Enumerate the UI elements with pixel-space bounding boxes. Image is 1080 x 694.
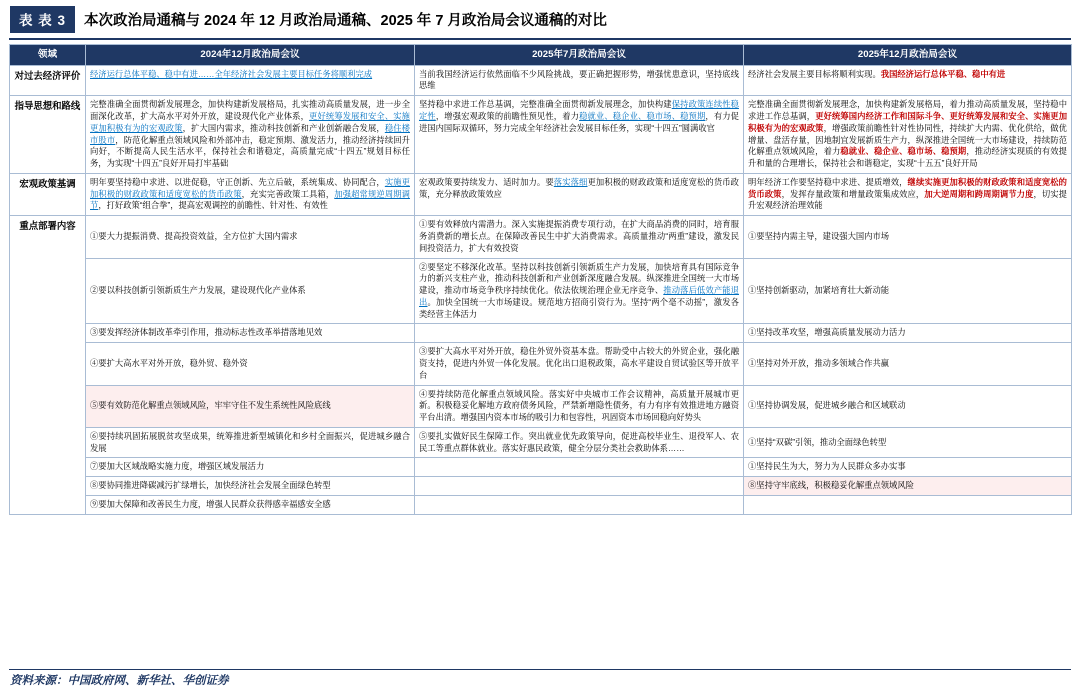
highlight-text: 更好统筹国内经济工作和国际斗争、更好统筹发展和安全、实施更加积极有为的宏观政策 xyxy=(748,110,1067,133)
table-row xyxy=(10,496,1072,515)
cell-2024-12-item-3: ③要发挥经济体制改革牵引作用，推动标志性改革举措落地见效 xyxy=(86,324,415,343)
plain-text: 明年经济工作要坚持稳中求进、提质增效， xyxy=(748,176,908,187)
plain-text: 宏观政策要持续发力、适时加力。要 xyxy=(419,176,554,187)
plain-text: 经济社会发展主要目标将顺利实现。 xyxy=(748,68,881,79)
cell-2025-07-item-3 xyxy=(415,324,744,343)
cell-2024-12-item-8: ⑧要协同推进降碳减污扩绿增长，加快经济社会发展全面绿色转型 xyxy=(86,477,415,496)
table-row xyxy=(10,385,1072,427)
row-label-key-deployments: 重点部署内容 xyxy=(10,216,86,515)
highlight-text: 更好统筹发展和安全、实施更加积极有为的宏观政策 xyxy=(90,110,410,133)
footer-divider xyxy=(9,669,1071,670)
title-row xyxy=(0,0,1080,37)
cell-2025-07-item-9 xyxy=(415,496,744,515)
highlight-text: 经济运行总体平稳、稳中有进……全年经济社会发展主要目标任务将顺利完成 xyxy=(90,68,373,79)
cell-2025-12-macro-policy xyxy=(744,173,1072,215)
plain-text: ，发挥存量政策和增量政策集成效应， xyxy=(781,188,925,199)
cell-2024-12-item-5: ⑤要有效防范化解重点领域风险，牢牢守住不发生系统性风险底线 xyxy=(86,385,415,427)
column-header-2025-07: 2025年7月政治局会议 xyxy=(415,45,744,66)
cell-2025-12-item-3: ①坚持改革攻坚，增强高质量发展动力活力 xyxy=(744,324,1072,343)
plain-text: 明年要坚持稳中求进、以进促稳，守正创新、先立后破，系统集成、协同配合， xyxy=(90,176,385,187)
row-label-macro-policy: 宏观政策基调 xyxy=(10,173,86,215)
cell-2025-07-item-6: ⑤要扎实做好民生保障工作。突出就业优先政策导向，促进高校毕业生、退役军人、农民工等重点群体就业。落实好惠民政策，健全分层分类社会救助体系…… xyxy=(415,427,744,458)
highlight-text: 加强超常规逆周期调节 xyxy=(90,188,410,211)
cell-2024-12-item-1: ①要大力提振消费、提高投资效益，全方位扩大国内需求 xyxy=(86,216,415,258)
column-header-2024-12: 2024年12月政治局会议 xyxy=(86,45,415,66)
cell-2025-12-item-7: ①坚持民生为大，努力为人民群众多办实事 xyxy=(744,458,1072,477)
cell-2025-12-item-4: ①坚持对外开放，推动多领域合作共赢 xyxy=(744,343,1072,385)
column-header-domain: 领域 xyxy=(10,45,86,66)
plain-text: ，切实提升宏观经济治理效能 xyxy=(748,188,1067,211)
plain-text: ，增强政策前瞻性针对性协同性，持续扩大内需、优化供给，做优增量、盘活存量，因地制宜发展新质生产力，纵深推进全国统一大市场建设，持续防范化解重点领域风险，着力 xyxy=(748,122,1067,157)
table-row xyxy=(10,458,1072,477)
row-label-economy-review: 对过去经济评价 xyxy=(10,65,86,96)
plain-text: ，扩大国内需求，推动科技创新和产业创新融合发展， xyxy=(182,122,385,133)
highlight-text: 我国经济运行总体平稳、稳中有进 xyxy=(880,68,1006,79)
table-row xyxy=(10,427,1072,458)
source-note: 资料来源：中国政府网、新华社、华创证券 xyxy=(10,675,229,687)
cell-2025-07-item-5: ④要持续防范化解重点领域风险。落实好中央城市工作会议精神，高质量开展城市更新。积极稳妥化解地方政府债务风险，严禁新增隐性债务，有力有序有效推进地方融资平台出清。增强国内资本市场的吸引力和包容性，巩固资本市场回稳向好势头 xyxy=(415,385,744,427)
highlight-text: 稳就业、稳企业、稳市场、稳预期 xyxy=(840,146,967,157)
row-label-guiding-thought: 指导思想和路线 xyxy=(10,96,86,174)
highlight-text: 推动落后低效产能退出 xyxy=(419,285,739,307)
cell-2025-12-item-9 xyxy=(744,496,1072,515)
column-header-2025-12: 2025年12月政治局会议 xyxy=(744,45,1072,66)
highlight-text: 落实落细 xyxy=(553,176,588,187)
cell-2025-12-item-1: ①要坚持内需主导，建设强大国内市场 xyxy=(744,216,1072,258)
title-divider xyxy=(9,38,1071,40)
plain-text: 更加积极的财政政策和适度宽松的货币政策，充分释放政策效应 xyxy=(419,176,739,199)
table-row xyxy=(10,96,1072,174)
cell-2025-07-economy-review: 当前我国经济运行依然面临不少风险挑战，要正确把握形势，增强忧患意识，坚持底线思维 xyxy=(415,65,744,96)
cell-2025-07-item-1: ①要有效释放内需潜力。深入实施提振消费专项行动，在扩大商品消费的同时，培育服务消费新的增长点。在保障改善民生中扩大消费需求。高质量推动“两重”建设，激发民间投资活力，扩大有效投资 xyxy=(415,216,744,258)
table-number-badge: 表 表 3 xyxy=(10,6,75,33)
cell-2024-12-macro-policy xyxy=(86,173,415,215)
plain-text: 完整准确全面贯彻新发展理念，加快构建新发展格局，着力推动高质量发展，坚持稳中求进工作总基调， xyxy=(748,99,1067,121)
cell-2025-12-economy-review xyxy=(744,65,1072,96)
plain-text: ，防范化解重点领域风险和外部冲击，稳定预期、激发活力，推动经济持续回升向好，不断提高人民生活水平，保持社会和谐稳定，高质量完成“十四五”规划目标任务，为实现“十四五”良好开局打牢基础 xyxy=(90,134,410,169)
plain-text: ，增强宏观政策的前瞻性预见性，着力 xyxy=(435,110,580,121)
comparison-table xyxy=(9,44,1072,515)
plain-text: ，推动经济实现质的有效提升和量的合理增长，保持社会和谐稳定，实现“十五五”良好开局 xyxy=(748,146,1067,169)
cell-2025-07-item-4: ③要扩大高水平对外开放，稳住外贸外资基本盘。帮助受中占较大的外贸企业，强化融资支持，促进内外贸一体化发展。优化出口退税政策，高水平建设自贸试验区等开放平台 xyxy=(415,343,744,385)
highlight-text: 稳就业、稳企业、稳市场、稳预期 xyxy=(579,110,706,121)
table-row xyxy=(10,258,1072,324)
table-header-row xyxy=(10,45,1072,66)
highlight-text: 稳住楼市股市 xyxy=(90,122,410,145)
plain-text: ，有力促进国内国际双循环，努力完成全年经济社会发展目标任务，实现“十四五”圆满收官 xyxy=(419,110,739,133)
page-title: 本次政治局通稿与 2024 年 12 月政治局通稿、2025 年 7 月政治局会议通稿的对比 xyxy=(84,13,607,29)
cell-2025-07-guiding-thought xyxy=(415,96,744,174)
cell-2025-07-item-7 xyxy=(415,458,744,477)
plain-text: ，充实完善政策工具箱， xyxy=(241,188,335,199)
cell-2025-07-item-8 xyxy=(415,477,744,496)
cell-2024-12-item-4: ④要扩大高水平对外开放，稳外贸、稳外资 xyxy=(86,343,415,385)
plain-text: 坚持稳中求进工作总基调，完整准确全面贯彻新发展理念，加快构建 xyxy=(419,99,672,110)
cell-2025-12-item-8: ⑧坚持守牢底线，积极稳妥化解重点领域风险 xyxy=(744,477,1072,496)
plain-text: 完整准确全面贯彻新发展理念，加快构建新发展格局，扎实推动高质量发展，进一步全面深化改革，扩大高水平对外开放，建设现代化产业体系， xyxy=(90,99,410,121)
cell-2025-12-item-2: ①坚持创新驱动，加紧培育壮大新动能 xyxy=(744,258,1072,324)
table-row xyxy=(10,324,1072,343)
table-row xyxy=(10,343,1072,385)
plain-text: ②要坚定不移深化改革。坚持以科技创新引领新质生产力发展，加快培育具有国际竞争力的新兴支柱产业，推动科技创新和产业创新深度融合发展。纵深推进全国统一大市场建设，推动市场竞争秩序持续优化。依法依规治理企业无序竞争、 xyxy=(419,261,739,296)
table-row xyxy=(10,216,1072,258)
cell-2024-12-item-9: ⑨要加大保障和改善民生力度，增强人民群众获得感幸福感安全感 xyxy=(86,496,415,515)
cell-2025-12-guiding-thought xyxy=(744,96,1072,174)
plain-text: ，打好政策“组合拳”，提高宏观调控的前瞻性、针对性、有效性 xyxy=(98,200,328,211)
cell-2025-07-macro-policy xyxy=(415,173,744,215)
highlight-text: 加大逆周期和跨周期调节力度 xyxy=(924,188,1034,199)
table-row xyxy=(10,173,1072,215)
cell-2024-12-item-6: ⑥要持续巩固拓展脱贫攻坚成果，统筹推进新型城镇化和乡村全面振兴，促进城乡融合发展 xyxy=(86,427,415,458)
highlight-text: 实施更加积极的财政政策和适度宽松的货币政策 xyxy=(90,176,410,199)
table-row xyxy=(10,477,1072,496)
cell-2024-12-item-7: ⑦要加大区域战略实施力度，增强区域发展活力 xyxy=(86,458,415,477)
cell-2025-07-item-2 xyxy=(415,258,744,324)
cell-2025-12-item-6: ①坚持“双碳”引领，推动全面绿色转型 xyxy=(744,427,1072,458)
highlight-text: 继续实施更加积极的财政政策和适度宽松的货币政策 xyxy=(748,176,1067,199)
cell-2024-12-economy-review xyxy=(86,65,415,96)
cell-2024-12-guiding-thought xyxy=(86,96,415,174)
plain-text: 。加快全国统一大市场建设。规范地方招商引资行为。坚持“两个毫不动摇”，激发各类经营主体活力 xyxy=(419,296,739,319)
cell-2024-12-item-2: ②要以科技创新引领新质生产力发展，建设现代化产业体系 xyxy=(86,258,415,324)
highlight-text: 保持政策连续性稳定性 xyxy=(419,99,739,121)
cell-2025-12-item-5: ①坚持协调发展，促进城乡融合和区域联动 xyxy=(744,385,1072,427)
table-row xyxy=(10,65,1072,96)
